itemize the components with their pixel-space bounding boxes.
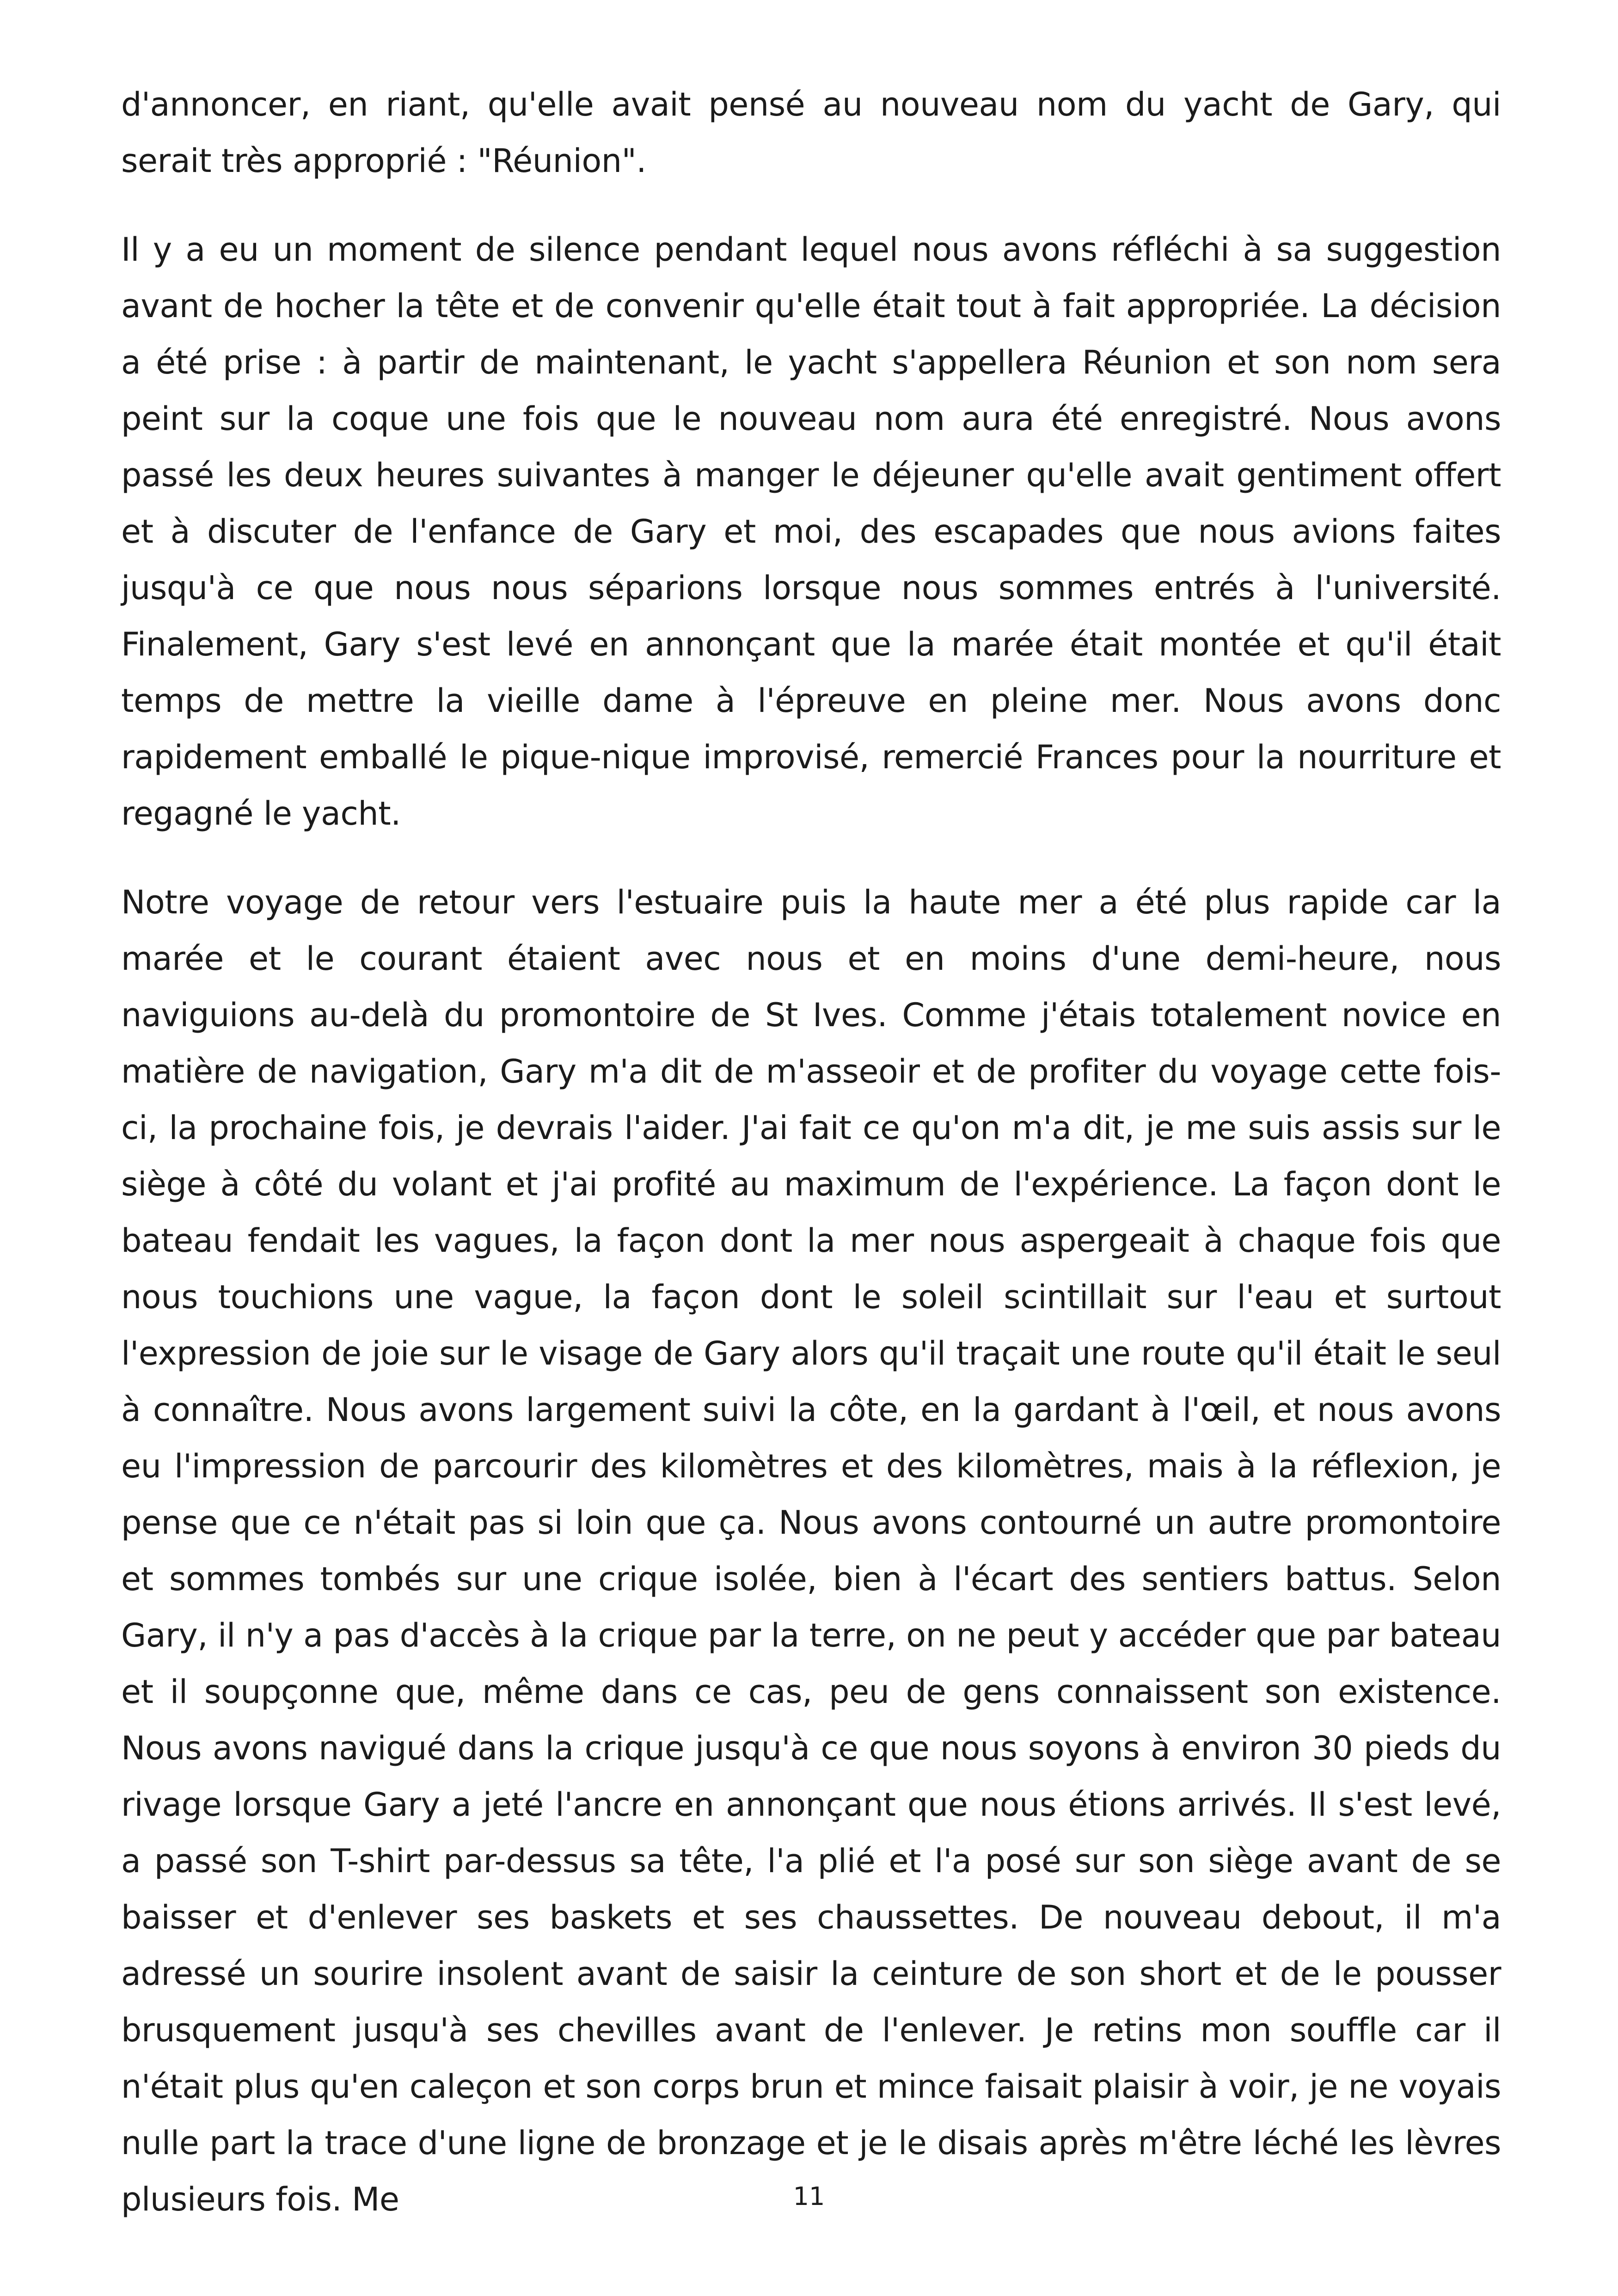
paragraph: Notre voyage de retour vers l'estuaire puis la haute mer a été plus rapide car la marée et le courant étaient avec nous et en moins d'une demi-heure, nous naviguions au-delà du promontoire de St Ives. Comme j'étais totalement novice en matière de navigation, Gary m'a dit de m'asseoir et de profiter du voyage cette fois-ci, la prochaine fois, je devrais l'aider. J'ai fait ce qu'on m'a dit, je me suis assis sur le siège à côté du volant et j'ai profité au maximum de l'expérience. La façon dont le bateau fendait les vagues, la façon dont la mer nous aspergeait à chaque fois que nous touchions une vague, la façon dont le soleil scintillait sur l'eau et surtout l'expression de joie sur le visage de Gary alors qu'il traçait une route qu'il était le seul à connaître. Nous avons largement suivi la côte, en la gardant à l'œil, et nous avons eu l'impression de parcourir des kilomètres et des kilomètres, mais à la réflexion, je pense que ce n'était pas si loin que ça. Nous avons contourné un autre promontoire et sommes tombés sur une crique isolée, bien à l'écart des sentiers battus. Selon Gary, il n'y a pas d'accès à la crique par la terre, on ne peut y accéder que par bateau et il soupçonne que, même dans ce cas, peu de gens connaissent son existence. Nous avons navigué dans la crique jusqu'à ce que nous soyons à environ 30 pieds du rivage lorsque Gary a jeté l'ancre en annonçant que nous étions arrivés. Il s'est levé, a passé son T-shirt par-dessus sa tête, l'a plié et l'a posé sur son siège avant de se baisser et d'enlever ses baskets et ses chaussettes. De nouveau debout, il m'a adressé un sourire insolent avant de saisir la ceinture de son short et de le pousser brusquement jusqu'à ses chevilles avant de l'enlever. Je retins mon souffle car il n'était plus qu'en caleçon et son corps brun et mince faisait plaisir à voir, je ne voyais nulle part la trace d'une ligne de bronzage et je le disais après m'être léché les lèvres plusieurs fois. Me <box>121 883 1501 2218</box>
page-body <box>121 76 1501 2228</box>
page-number: 11 <box>793 2182 825 2211</box>
paragraph: Il y a eu un moment de silence pendant lequel nous avons réfléchi à sa suggestion avant de hocher la tête et de convenir qu'elle était tout à fait appropriée. La décision a été prise : à partir de maintenant, le yacht s'appellera Réunion et son nom sera peint sur la coque une fois que le nouveau nom aura été enregistré. Nous avons passé les deux heures suivantes à manger le déjeuner qu'elle avait gentiment offert et à discuter de l'enfance de Gary et moi, des escapades que nous avions faites jusqu'à ce que nous nous séparions lorsque nous sommes entrés à l'université. Finalement, Gary s'est levé en annonçant que la marée était montée et qu'il était temps de mettre la vieille dame à l'épreuve en pleine mer. Nous avons donc rapidement emballé le pique-nique improvisé, remercié Frances pour la nourriture et regagné le yacht. <box>121 231 1501 833</box>
paragraph: d'annoncer, en riant, qu'elle avait pensé au nouveau nom du yacht de Gary, qui serait très approprié : "Réunion". <box>121 86 1501 180</box>
